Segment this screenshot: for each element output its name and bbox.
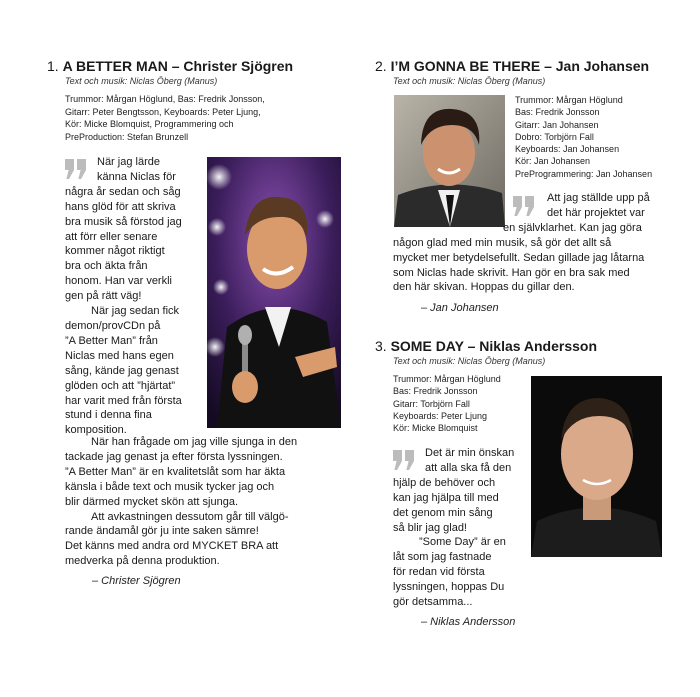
entry-3-quote [393, 446, 528, 610]
signature: – Christer Sjögren [92, 575, 181, 587]
quote-line: bra musik så förstod jag [65, 215, 182, 228]
quote-line: blir därmed mycket skön att sjunga. [65, 495, 239, 508]
songwriter-credit: Text och musik: Niclas Öberg (Manus) [65, 76, 218, 86]
quote-line: kommer något riktigt [65, 245, 165, 258]
quote-line: ”A Better Man” är en kvalitetslåt som har äkta [65, 465, 286, 478]
musician-line: Trummor: Mårgan Höglund, Bas: Fredrik Jonsson, [65, 94, 265, 104]
musician-line: PreProgrammering: Jan Johansen [515, 168, 653, 179]
quote-line: lyssningen, hoppas Du [393, 581, 505, 594]
christer-sjogren-photo [207, 157, 341, 428]
track-title: SOME DAY – Niklas Andersson [390, 338, 598, 354]
track-title: A BETTER MAN – Christer Sjögren [62, 58, 294, 74]
quote-line: det här projektet var [547, 206, 645, 219]
quote-line: som Niclas hade skrivit. Han gör en bra sak med [393, 266, 630, 279]
musician-line: Gitarr: Peter Bengtsson, Keyboards: Peter Ljung, [65, 106, 261, 117]
songwriter-credit: Text och musik: Niclas Öberg (Manus) [393, 356, 546, 366]
quote-mark-icon [393, 450, 419, 470]
quote-line: glöden och att ”hjärtat” [65, 379, 176, 392]
quote-line: någon glad med min musik, så gör det allt så [393, 236, 612, 249]
entry-2 [375, 58, 685, 87]
quote-line: hans glöd för att skriva [65, 200, 176, 213]
quote-line: demon/provCDn på [65, 319, 161, 332]
musician-line: Trummor: Mårgan Höglund [393, 374, 501, 384]
entry-1-quote-full [65, 435, 355, 569]
quote-line: bra och äkta från [65, 260, 148, 273]
musician-line: Gitarr: Jan Johansen [515, 119, 599, 130]
quote-line: gör detsamma... [393, 596, 473, 609]
quote-line: några år sedan och såg [65, 185, 181, 198]
quote-line: känsla i både text och musik tycker jag och [65, 480, 275, 493]
quote-line: honom. Han var verkli [65, 275, 172, 288]
quote-line: mycket mer betydelsefullt. Sedan gillade jag låtarna [393, 251, 645, 264]
musician-list [515, 94, 652, 180]
quote-line: en självklarhet. Kan jag göra [503, 221, 642, 234]
quote-line: så blir jag glad! [393, 521, 467, 534]
quote-line: ”A Better Man” från [65, 334, 158, 347]
quote-line: hjälp de behöver och [393, 476, 496, 489]
quote-line: gen på rätt väg! [65, 290, 142, 303]
quote-line: stund i denna fina [65, 409, 152, 422]
quote-line: att förr eller senare [65, 230, 158, 243]
quote-line: för redan vid första [393, 566, 485, 579]
musician-line: Dobro: Torbjörn Fall [515, 131, 594, 142]
quote-line: Det är min önskan [425, 447, 515, 459]
quote-line: känna Niclas för [97, 170, 176, 183]
track-number: 1. [47, 58, 59, 74]
quote-line: Att avkastningen dessutom går till välgö- [91, 510, 289, 523]
signature: – Niklas Andersson [421, 616, 516, 628]
entry-2-quote [393, 191, 693, 295]
musician-list [65, 93, 347, 143]
quote-line: rande ändamål gör ju inte saken sämre! [65, 525, 259, 538]
entry-1-quote-beside [65, 155, 205, 438]
musician-line: Bas: Fredrik Jonsson [515, 107, 600, 118]
quote-line: Niclas med hans egen [65, 349, 174, 362]
musician-line: Kör: Micke Blomquist [393, 423, 478, 434]
quote-line: komposition. [65, 424, 127, 437]
quote-line: kan jag hjälpa till med [393, 491, 499, 504]
track-number: 2. [375, 58, 387, 74]
niklas-andersson-photo [531, 376, 662, 557]
musician-line: Bas: Fredrik Jonsson [393, 386, 478, 397]
quote-line: tackade jag genast ja efter första lyssningen. [65, 450, 283, 463]
quote-line: att alla ska få den [425, 461, 512, 474]
musician-line: Gitarr: Torbjörn Fall [393, 398, 470, 409]
quote-line: När jag sedan fick [91, 305, 180, 318]
musician-line: Kör: Jan Johansen [515, 156, 591, 167]
entry-1 [47, 58, 347, 143]
quote-line: har varit med från första [65, 394, 182, 407]
quote-line: sång, kände jag genast [65, 364, 179, 377]
quote-line: låt som jag fastnade [393, 551, 492, 564]
quote-line: Det känns med andra ord MYCKET BRA att [65, 540, 279, 553]
quote-line: När han frågade om jag ville sjunga in den [91, 436, 298, 448]
musician-line: Keyboards: Jan Johansen [515, 144, 620, 155]
entry-1-heading [47, 58, 347, 74]
quote-line: Att jag ställde upp på [547, 192, 650, 204]
photo-illustration [531, 376, 662, 557]
track-title: I’M GONNA BE THERE – Jan Johansen [390, 58, 650, 74]
quote-line: När jag lärde [97, 156, 160, 168]
photo-illustration [207, 157, 341, 428]
quote-line: medverka på denna produktion. [65, 555, 220, 568]
musician-line: Keyboards: Peter Ljung [393, 410, 488, 421]
entry-3-heading [375, 338, 685, 354]
quote-mark-icon [513, 196, 539, 216]
quote-line: ”Some Day” är en [419, 536, 506, 549]
entry-2-heading [375, 58, 685, 74]
musician-line: PreProduction: Stefan Brunzell [65, 131, 189, 142]
quote-mark-icon [65, 159, 91, 179]
quote-line: det genom min sång [393, 506, 493, 519]
songwriter-credit: Text och musik: Niclas Öberg (Manus) [393, 76, 546, 86]
musician-line: Kör: Micke Blomquist, Programmering och [65, 119, 234, 129]
quote-line: den här skivan. Hoppas du gillar den. [393, 281, 575, 294]
musician-line: Trummor: Mårgan Höglund [515, 95, 623, 105]
track-number: 3. [375, 338, 387, 354]
signature: – Jan Johansen [421, 302, 499, 314]
